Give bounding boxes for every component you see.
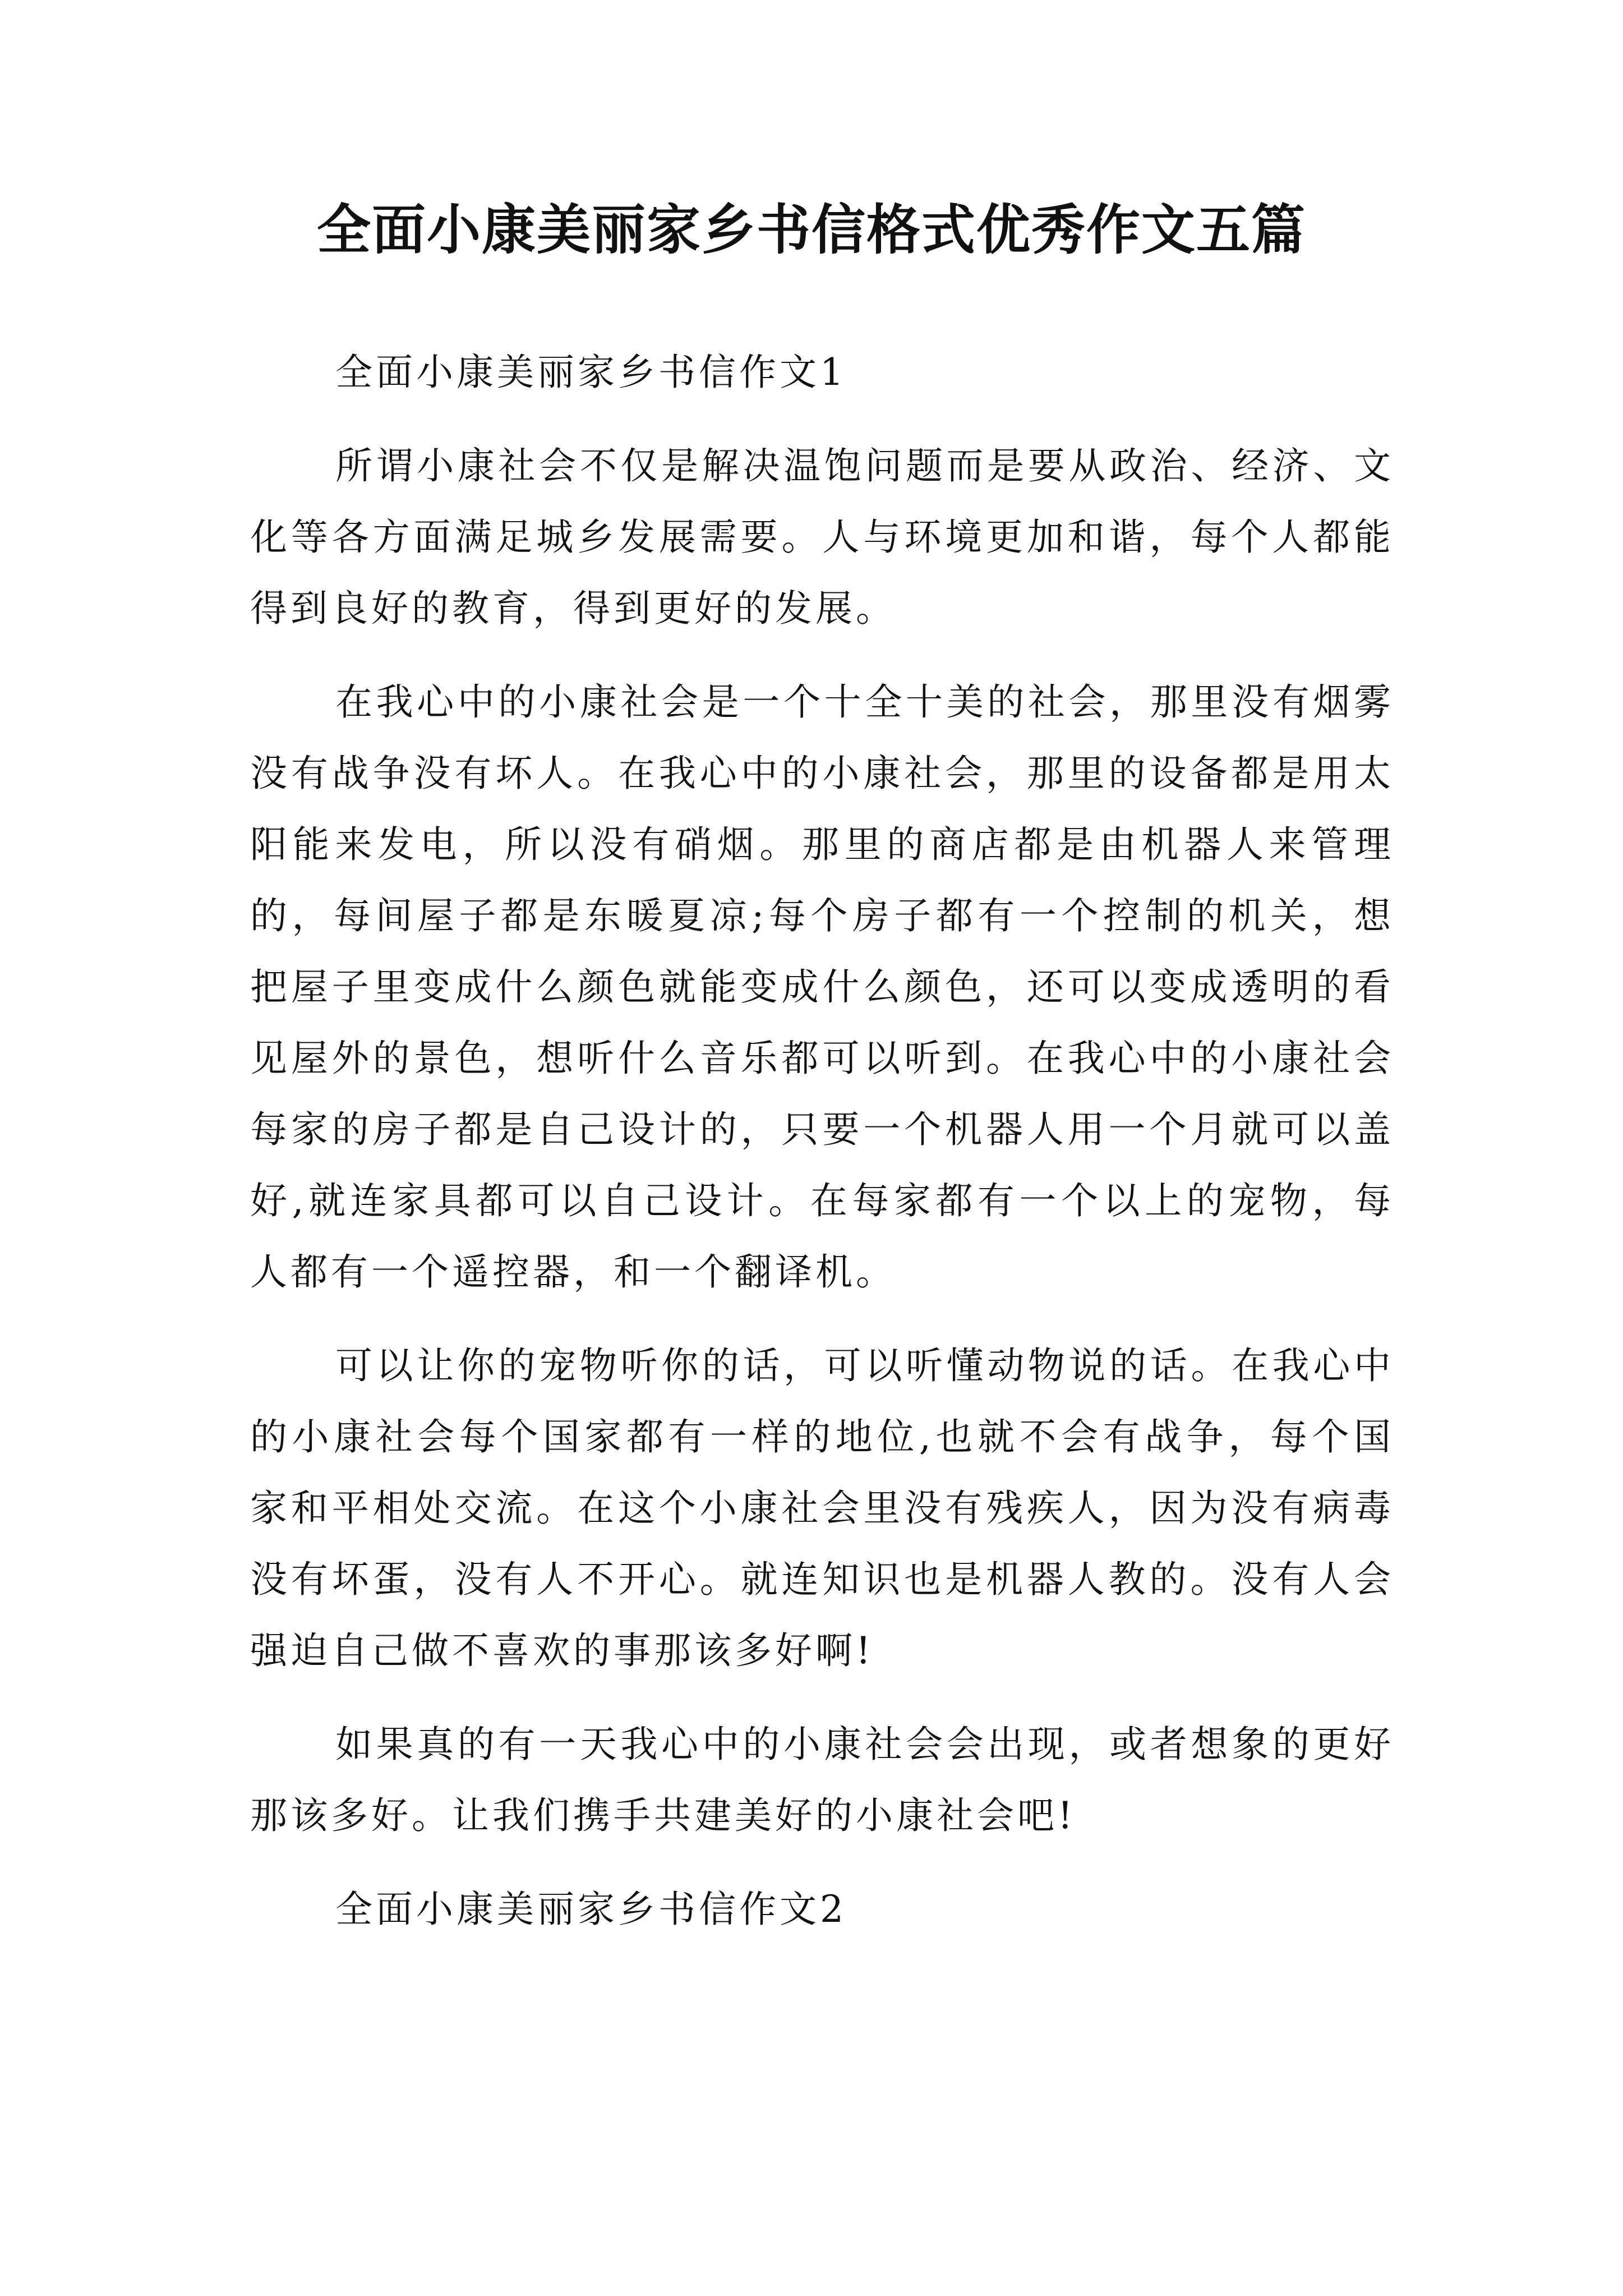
document-body xyxy=(250,337,1394,1945)
paragraph-2: 在我心中的小康社会是一个十全十美的社会，那里没有烟雾没有战争没有坏人。在我心中的小康社会，那里的设备都是用太阳能来发电，所以没有硝烟。那里的商店都是由机器人来管理的，每间屋子都是东暖夏凉;每个房子都有一个控制的机关，想把屋子里变成什么颜色就能变成什么颜色，还可以变成透明的看见屋外的景色，想听什么音乐都可以听到。在我心中的小康社会每家的房子都是自己设计的，只要一个机器人用一个月就可以盖好,就连家具都可以自己设计。在每家都有一个以上的宠物，每人都有一个遥控器，和一个翻译机。 xyxy=(250,680,1394,1294)
document-title: 全面小康美丽家乡书信格式优秀作文五篇 xyxy=(317,199,1306,261)
paragraph-3: 可以让你的宠物听你的话，可以听懂动物说的话。在我心中的小康社会每个国家都有一样的地位,也就不会有战争，每个国家和平相处交流。在这个小康社会里没有残疾人，因为没有病毒没有坏蛋，没有人不开心。就连知识也是机器人教的。没有人会强迫自己做不喜欢的事那该多好啊! xyxy=(250,1344,1394,1672)
paragraph-1: 所谓小康社会不仅是解决温饱问题而是要从政治、经济、文化等各方面满足城乡发展需要。人与环境更加和谐，每个人都能得到良好的教育，得到更好的发展。 xyxy=(250,444,1394,630)
paragraph-4: 如果真的有一天我心中的小康社会会出现，或者想象的更好那该多好。让我们携手共建美好的小康社会吧! xyxy=(250,1723,1394,1837)
section-heading-2: 全面小康美丽家乡书信作文2 xyxy=(335,1888,847,1931)
section-heading-1: 全面小康美丽家乡书信作文1 xyxy=(335,351,847,394)
